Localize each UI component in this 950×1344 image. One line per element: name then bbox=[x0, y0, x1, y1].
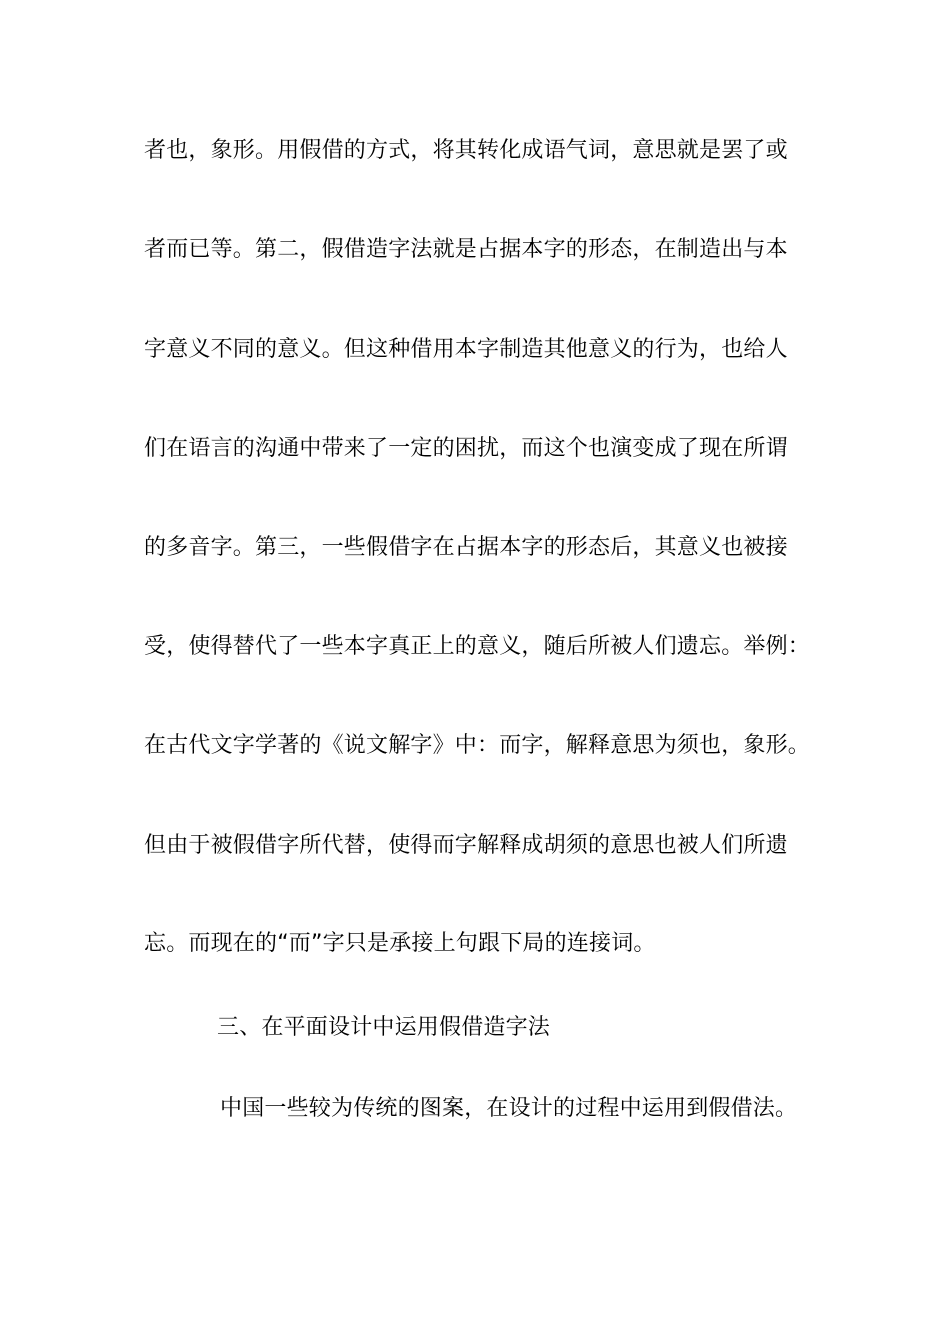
body-text-line: 受，使得替代了一些本字真正上的意义，随后所被人们遗忘。举例： bbox=[144, 634, 811, 659]
body-text-line: 但由于被假借字所代替，使得而字解释成胡须的意思也被人们所遗 bbox=[144, 833, 788, 858]
body-text-line: 者也，象形。用假借的方式，将其转化成语气词，意思就是罢了或 bbox=[144, 138, 788, 163]
body-text-line: 的多音字。第三，一些假借字在占据本字的形态后，其意义也被接 bbox=[144, 535, 788, 560]
body-text-line: 字意义不同的意义。但这种借用本字制造其他意义的行为，也给人 bbox=[144, 337, 788, 362]
body-text-line: 在古代文字学著的《说文解字》中：而字，解释意思为须也，象形。 bbox=[144, 733, 811, 758]
body-text-line: 者而已等。第二，假借造字法就是占据本字的形态，在制造出与本 bbox=[144, 237, 788, 262]
paragraph-text: 中国一些较为传统的图案，在设计的过程中运用到假借法。 bbox=[220, 1096, 798, 1121]
body-text-line: 们在语言的沟通中带来了一定的困扰，而这个也演变成了现在所谓 bbox=[144, 436, 788, 461]
body-text-line: 忘。而现在的“而”字只是承接上句跟下局的连接词。 bbox=[144, 931, 656, 956]
section-heading: 三、在平面设计中运用假借造字法 bbox=[217, 1015, 551, 1040]
